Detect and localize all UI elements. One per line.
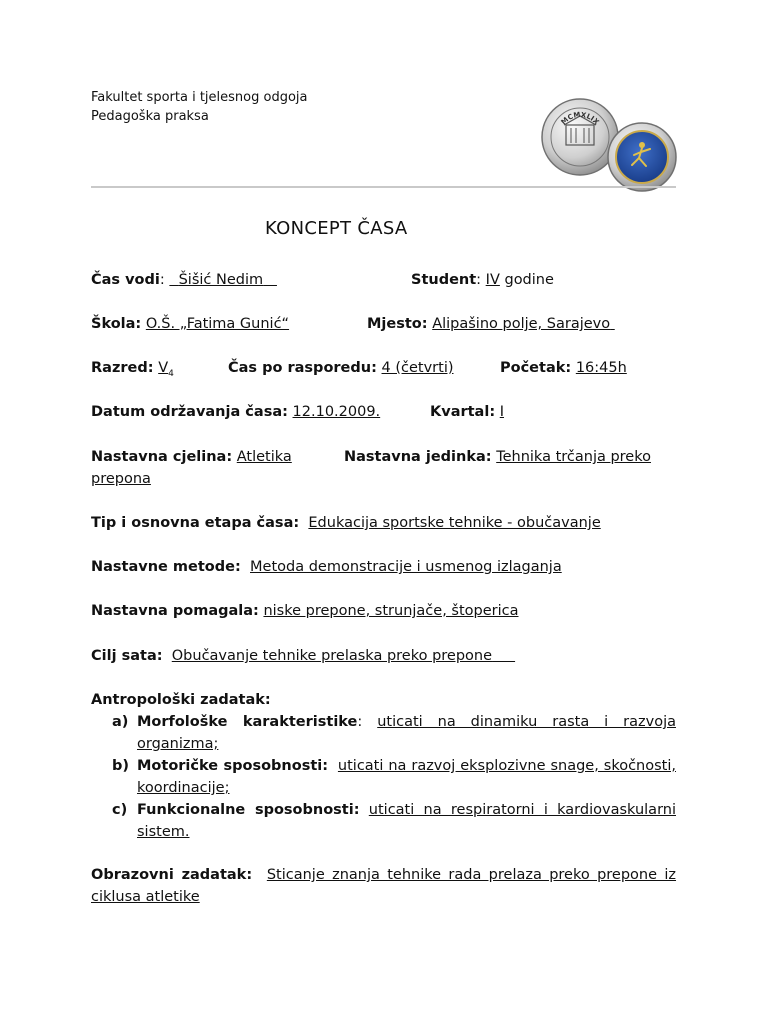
faculty-name: Fakultet sporta i tjelesnog odgoja (91, 90, 308, 105)
list-item-value: uticati na respiratorni i kardiovaskularni sistem. (137, 802, 676, 840)
razred-value (158, 360, 174, 379)
cas-vodi-label: Čas vodi (91, 272, 160, 288)
razred-letter: V (158, 360, 169, 376)
razred-label: Razred (91, 360, 148, 376)
cilj-label: Cilj sata (91, 648, 157, 664)
skola-value: O.Š. „Fatima Gunić“ (145, 316, 290, 332)
row-school: Škola: O.Š. „Fatima Gunić“ (91, 316, 290, 332)
row-teacher: Čas vodi: Šišić Nedim (91, 269, 277, 291)
row-schedule: Čas po rasporedu: 4 (četvrti) (228, 360, 454, 376)
row-class: Razred: $V_4$ (91, 360, 174, 379)
document-header (91, 88, 307, 126)
list-marker: b) (112, 758, 130, 774)
list-item-label: Funkcionalne sposobnosti: (137, 802, 360, 818)
row-place: Mjesto: Alipašino polje, Sarajevo (367, 313, 615, 335)
list-item-label: Motoričke sposobnosti: (137, 758, 329, 774)
tip-value: Edukacija sportske tehnike - obučavanje (308, 515, 601, 531)
obrazovni-label: Obrazovni zadatak (91, 867, 247, 883)
student-label: Student (411, 272, 477, 288)
cas-vodi-value (169, 272, 277, 288)
razred-sub: 4 (168, 368, 174, 379)
student-suffix: godine (504, 272, 554, 288)
course-name: Pedagoška praksa (91, 109, 209, 124)
row-quarter: Kvartal: I (430, 404, 505, 420)
row-type: Tip i osnovna etapa časa: Edukacija sportske tehnike - obučavanje (91, 515, 601, 531)
row-start: Početak: 16:45h (500, 360, 627, 376)
jedinka-value-2: prepona (91, 471, 151, 487)
jedinka-label: Nastavna jedinka (344, 449, 486, 465)
row-goal: Cilj sata: Obučavanje tehnike prelaska preko prepone (91, 645, 515, 667)
metode-label: Nastavne metode (91, 559, 235, 575)
row-student: Student: IV godine (411, 272, 554, 288)
list-item-value: uticati na dinamiku rasta i razvoja organizma; (137, 714, 676, 752)
page-title: KONCEPT ČASA (265, 218, 408, 239)
row-educational-task: Obrazovni zadatak: Sticanje znanja tehnike rada prelaza preko prepone iz ciklusa atletike (91, 867, 677, 905)
mjesto-label: Mjesto (367, 316, 422, 332)
datum-label: Datum održavanja časa (91, 404, 283, 420)
list-item-value: uticati na razvoj eksplozivne snage, skočnosti, koordinacije; (137, 758, 676, 796)
university-seal (542, 99, 618, 175)
cilj-value (172, 648, 515, 664)
mjesto-text: Alipašino polje, Sarajevo (432, 316, 611, 332)
row-date: Datum održavanja časa: 12.10.2009. (91, 404, 381, 420)
cilj-text: Obučavanje tehnike prelaska preko prepone (171, 648, 493, 664)
skola-label: Škola (91, 316, 136, 332)
pomagala-label: Nastavna pomagala (91, 603, 254, 619)
list-item: a) Morfološke karakteristike: uticati na dinamiku rasta i razvoja organizma; (91, 711, 676, 755)
cjelina-value: Atletika (236, 449, 292, 465)
faculty-seals (538, 95, 680, 193)
cas-vodi-name: Šišić Nedim (178, 272, 264, 288)
row-aids: Nastavna pomagala: niske prepone, strunjače, štoperica (91, 603, 519, 619)
obrazovni-value: Sticanje znanja tehnike rada prelaza preko prepone iz ciklusa atletike (91, 867, 677, 905)
raspored-value: 4 (četvrti) (381, 360, 454, 376)
metode-value: Metoda demonstracije i usmenog izlaganja (250, 559, 562, 575)
antropoloski-label: Antropološki zadatak: (91, 692, 271, 708)
anthropological-tasks (91, 689, 676, 843)
jedinka-value-1: Tehnika trčanja preko (496, 449, 651, 465)
row-lesson: Nastavna jedinka: Tehnika trčanja preko (344, 449, 651, 465)
row-methods: Nastavne metode: Metoda demonstracije i usmenog izlaganja (91, 559, 562, 575)
list-marker: a) (112, 714, 129, 730)
cjelina-label: Nastavna cjelina (91, 449, 227, 465)
list-item (91, 755, 676, 799)
student-value: IV (485, 272, 500, 288)
row-unit: Nastavna cjelina: Atletika (91, 449, 292, 465)
header-divider (91, 186, 676, 188)
datum-value: 12.10.2009. (292, 404, 381, 420)
tip-label: Tip i osnovna etapa časa (91, 515, 294, 531)
list-item (91, 799, 676, 843)
sport-faculty-seal (608, 123, 676, 191)
list-marker: c) (112, 802, 128, 818)
pomagala-value: niske prepone, strunjače, štoperica (263, 603, 519, 619)
mjesto-value (432, 316, 615, 332)
kvartal-label: Kvartal (430, 404, 490, 420)
seal-year-text: MCMXLIX (559, 110, 601, 127)
pocetak-label: Početak (500, 360, 566, 376)
raspored-label: Čas po rasporedu (228, 360, 372, 376)
kvartal-value: I (499, 404, 505, 420)
row-lesson-cont (91, 468, 151, 490)
list-item-label: Morfološke karakteristike (137, 714, 358, 730)
pocetak-value: 16:45h (575, 360, 627, 376)
